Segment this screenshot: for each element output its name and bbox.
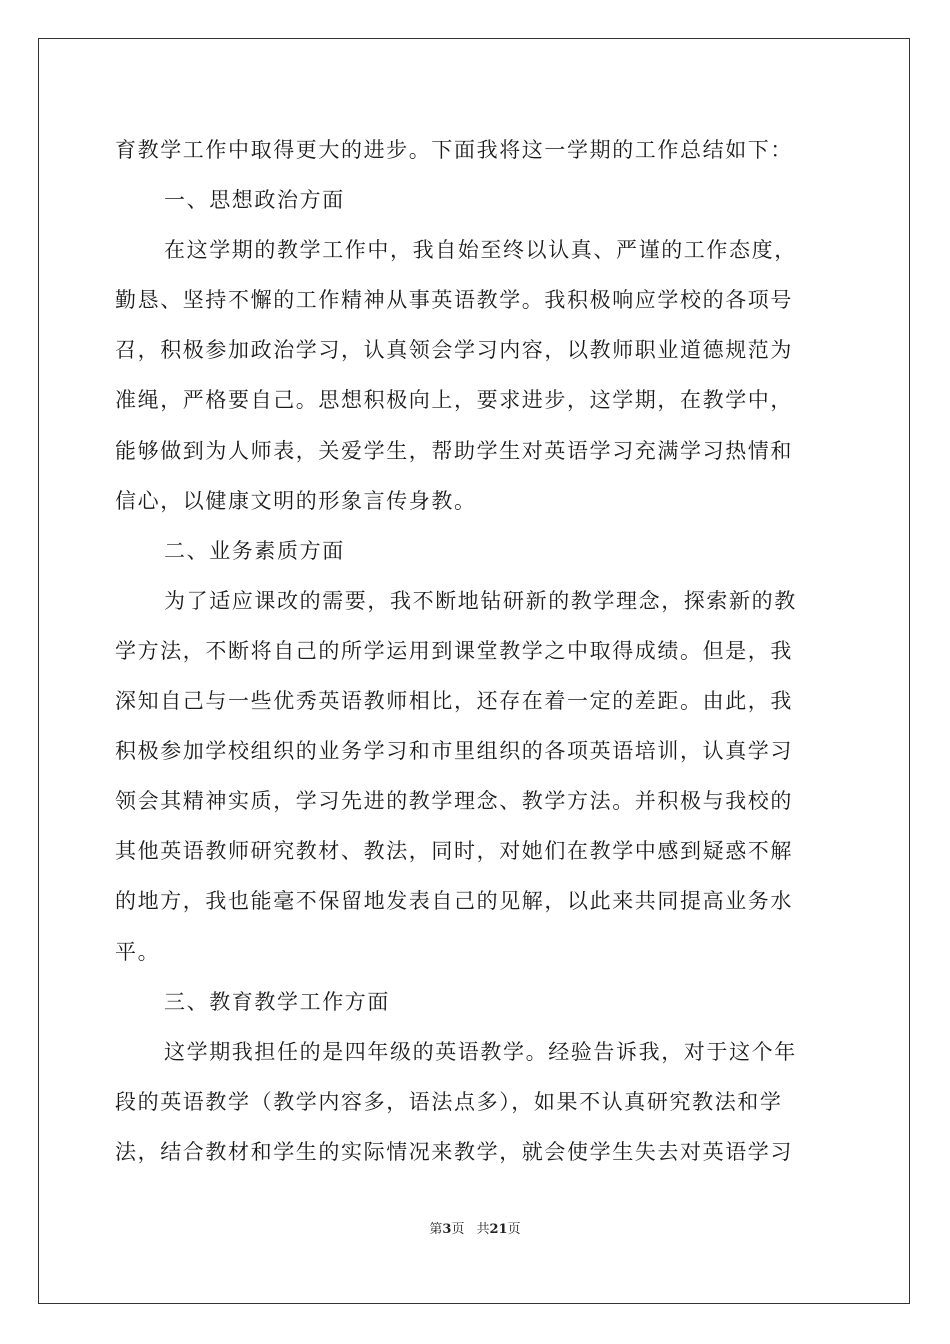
paragraph-line: 准绳，严格要自己。思想积极向上，要求进步，这学期，在教学中， [115, 388, 793, 413]
paragraph-line: 在这学期的教学工作中，我自始至终以认真、严谨的工作态度， [164, 238, 797, 263]
paragraph-line: 其他英语教师研究教材、教法，同时，对她们在教学中感到疑惑不解 [115, 839, 793, 864]
current-page-number: 3 [442, 1222, 452, 1237]
page-prefix: 第 [429, 1222, 443, 1237]
paragraph-line: 深知自己与一些优秀英语教师相比，还存在着一定的差距。由此，我 [115, 689, 793, 714]
paragraph-line: 信心，以健康文明的形象言传身教。 [115, 488, 477, 513]
document-body [115, 125, 835, 1177]
paragraph-line: 的地方，我也能毫不保留地发表自己的见解，以此来共同提高业务水 [115, 889, 793, 914]
paragraph-line: 勤恳、坚持不懈的工作精神从事英语教学。我积极响应学校的各项号 [115, 288, 793, 313]
page-suffix: 页 [451, 1222, 465, 1237]
total-suffix: 页 [507, 1222, 521, 1237]
paragraph-line: 领会其精神实质，学习先进的教学理念、教学方法。并积极与我校的 [115, 789, 793, 814]
section-heading-political: 一、思想政治方面 [164, 188, 345, 213]
paragraph-line: 能够做到为人师表，关爱学生，帮助学生对英语学习充满学习热情和 [115, 438, 793, 463]
paragraph-line: 法，结合教材和学生的实际情况来教学，就会使学生失去对英语学习 [115, 1139, 793, 1164]
paragraph-line: 积极参加学校组织的业务学习和市里组织的各项英语培训，认真学习 [115, 739, 793, 764]
total-prefix: 共 [476, 1222, 490, 1237]
paragraph-line: 这学期我担任的是四年级的英语教学。经验告诉我，对于这个年 [164, 1039, 797, 1064]
paragraph-line: 为了适应课改的需要，我不断地钻研新的教学理念，探索新的教 [164, 588, 797, 613]
section-heading-professional: 二、业务素质方面 [164, 538, 345, 563]
paragraph-line: 召，积极参加政治学习，认真领会学习内容，以教师职业道德规范为 [115, 338, 793, 363]
page-footer [0, 1218, 950, 1237]
total-pages-number: 21 [489, 1222, 508, 1237]
paragraph-line: 段的英语教学（教学内容多，语法点多），如果不认真研究教法和学 [115, 1089, 783, 1114]
paragraph-line: 平。 [115, 939, 161, 964]
paragraph-line: 育教学工作中取得更大的进步。下面我将这一学期的工作总结如下： [115, 138, 793, 162]
paragraph-line: 学方法，不断将自己的所学运用到课堂教学之中取得成绩。但是，我 [115, 638, 793, 663]
section-heading-teaching: 三、教育教学工作方面 [164, 989, 390, 1014]
